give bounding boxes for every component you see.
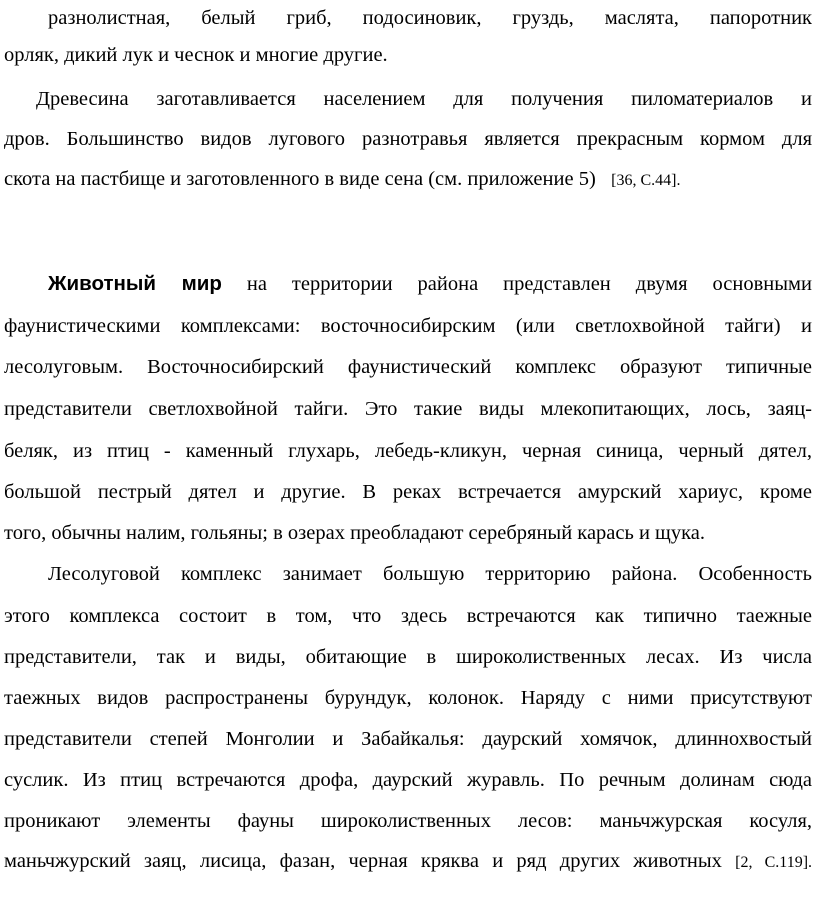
text-line [4,164,812,194]
text-line: этого комплекса состоит в том, что здесь встречаются как типично таежные [4,605,812,627]
bold-heading-term: Животный мир [48,272,222,295]
text-line: проникают элементы фауны широколиственных лесов: маньчжурская косуля, [4,810,812,832]
text-line: представители степей Монголии и Забайкалья: даурский хомячок, длиннохвостый [4,728,812,750]
text-line: представители, так и виды, обитающие в широколиственных лесах. Из числа [4,646,812,668]
text-line: лесолуговым. Восточносибирский фаунистический комплекс образуют типичные [4,356,812,378]
text-line [48,269,812,299]
text-line: представители светлохвойной тайги. Это такие виды млекопитающих, лось, заяц- [4,398,812,420]
citation-reference: [36, С.44]. [611,172,681,189]
text-line: фаунистическими комплексами: восточносибирским (или светлохвойной тайги) и [4,315,812,337]
text-line: Древесина заготавливается населением для получения пиломатериалов и [36,88,812,110]
text-line: суслик. Из птиц встречаются дрофа, даурский журавль. По речным долинам сюда [4,769,812,791]
text-line [4,846,812,876]
text-line: разнолистная, белый гриб, подосиновик, груздь, маслята, папоротник [48,7,812,29]
text-line: таежных видов распространены бурундук, колонок. Наряду с ними присутствуют [4,687,812,709]
text-line: беляк, из птиц - каменный глухарь, лебедь-кликун, черная синица, черный дятел, [4,440,812,462]
text-line: орляк, дикий лук и чеснок и многие другие. [4,44,388,66]
text-line: большой пестрый дятел и другие. В реках встречается амурский хариус, кроме [4,481,812,503]
text-line: дров. Большинство видов лугового разнотравья является прекрасным кормом для [4,128,812,150]
text-span: маньчжурский заяц, лисица, фазан, черная кряква и ряд других животных [4,850,722,872]
text-span: скота на пастбище и заготовленного в виде сена (см. приложение 5) [4,168,596,190]
text-line: того, обычны налим, гольяны; в озерах преобладают серебряный карась и щука. [4,522,705,544]
text-span: на территории района представлен двумя основными [221,273,812,295]
citation-reference: [2, С.119]. [735,854,813,871]
text-line: Лесолуговой комплекс занимает большую территорию района. Особенность [48,563,812,585]
